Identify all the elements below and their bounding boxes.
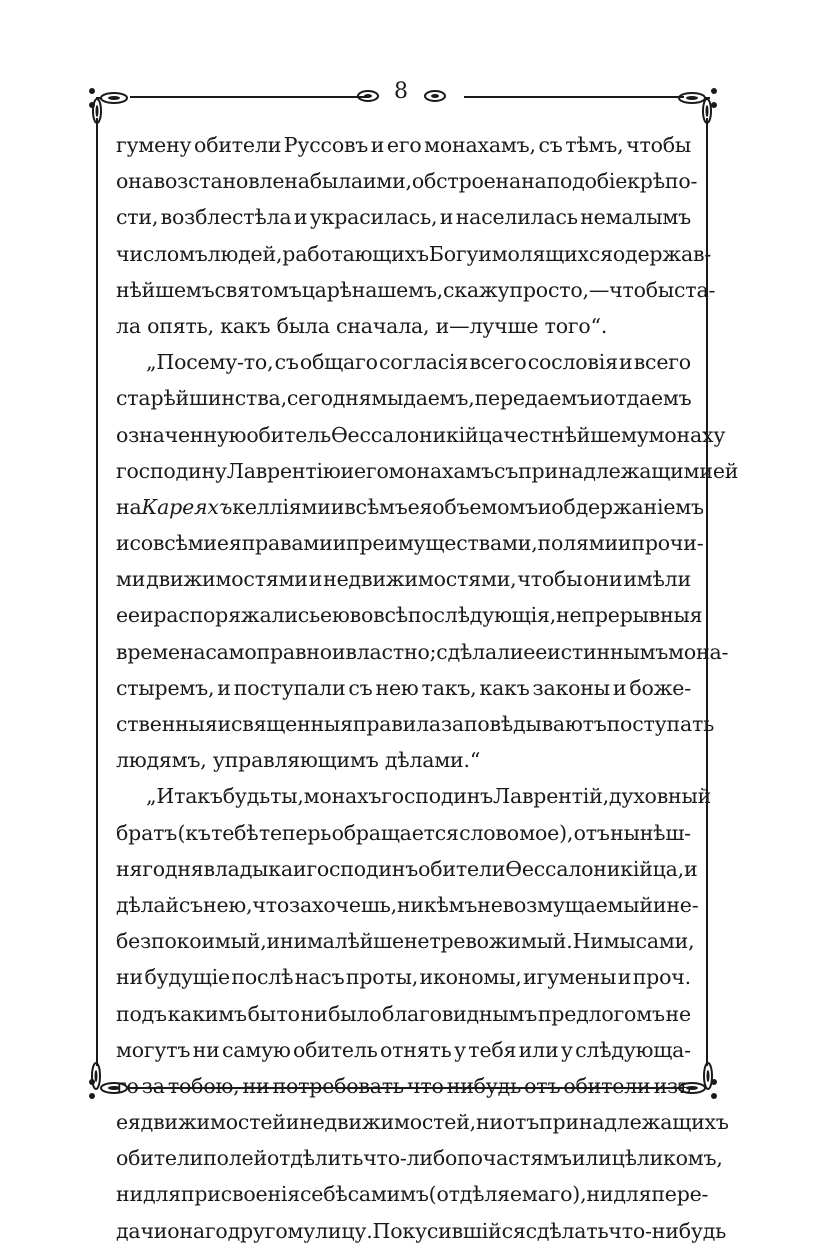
text-line: няго дня владыка и господинъ обители Ѳессалоникійца, и bbox=[116, 856, 698, 881]
text-line: безпокоимый, и ни малѣйше нетревожимый. Ни мы сами, bbox=[116, 929, 695, 954]
text-line: го за тобою, ни потребовать что нибудь отъ обители изъ bbox=[116, 1073, 691, 1098]
body-text bbox=[116, 127, 739, 1249]
top-center-left-ornament-icon bbox=[355, 87, 381, 105]
text-line: гумену обители Руссовъ и его монахамъ, съ тѣмъ, чтобы bbox=[116, 133, 691, 157]
text-line: людямъ, управляющимъ дѣлами.“ bbox=[116, 748, 481, 773]
text-line: братъ (къ тебѣ теперь обращается слово мое), отъ нынѣш- bbox=[116, 820, 691, 845]
text-line: господину Лаврентію и его монахамъ съ принадлежащими ей bbox=[116, 458, 739, 483]
text-line: подъ какимъ бы то ни было благовиднымъ предлогомъ не bbox=[116, 1001, 691, 1026]
text-line: обители полей отдѣлить что-либо по частямъ или цѣликомъ, bbox=[116, 1146, 723, 1171]
text-line: ее и распоряжались ею во всѣ послѣдующія ,непрерывныя bbox=[116, 603, 703, 628]
text-line: ственныя и священныя правила заповѣдываютъ поступать bbox=[116, 712, 715, 736]
text-line: нѣйшемъ святомъ царѣ нашемъ, скажу просто,—чтобы ста- bbox=[116, 277, 716, 302]
top-rule-left bbox=[130, 96, 368, 98]
top-center-right-ornament-icon bbox=[422, 87, 448, 105]
left-rule bbox=[96, 118, 98, 1066]
text-line: на Кареяхъ келліями и всѣмъ ея объемомъ и обдержаніемъ bbox=[116, 494, 704, 519]
text-line: ни для присвоенія себѣ самимъ (отдѣляемаго), ни для пере- bbox=[116, 1182, 709, 1207]
text-line: ла опять, какъ была сначала, и—лучше того“. bbox=[116, 313, 608, 338]
text-line: времена самоправно и властно; сдѣлали ее истиннымъ мона- bbox=[116, 639, 729, 664]
text-line: ни будущіе послѣ насъ проты, икономы, игумены и проч. bbox=[116, 965, 691, 990]
text-line: могутъ ни самую обитель отнять у тебя или у слѣдующа- bbox=[116, 1037, 691, 1062]
text-line: дѣлай съ нею, что захочешь, никѣмъ невозмущаемый и не- bbox=[116, 892, 699, 917]
top-left-vertical-ornament-icon bbox=[88, 96, 106, 126]
text-line: ми движимостями и недвижимостями, чтобы они имѣли bbox=[116, 567, 691, 592]
text-line: стыремъ, и поступали съ нею такъ, какъ законы и боже- bbox=[116, 675, 691, 700]
text-line: сти, возблестѣла и украсилась, и населилась немалымъ bbox=[116, 205, 691, 230]
text-line: „Посему-то, съ общаго согласія всего сословія и всего bbox=[146, 350, 691, 375]
text-line: означенную обитель Ѳессалоникійца честнѣйшему монаху bbox=[116, 422, 726, 447]
text-line: „Итакъ будь ты, монахъ господинъ Лаврентій, духовный bbox=[146, 784, 712, 809]
page-number: 8 bbox=[394, 79, 408, 104]
text-line: ея движимостей и недвижимостей, ни отъ принадлежащихъ bbox=[116, 1110, 729, 1135]
text-line: и со всѣми ея правами и преимуществами, полями и прочи- bbox=[116, 531, 704, 556]
top-rule-right bbox=[464, 96, 684, 98]
text-line: старѣйшинства, сегодня мы даемъ, передаемъ и отдаемъ bbox=[116, 386, 692, 411]
text-line: числомъ людей, работающихъ Богу и молящихся о держав- bbox=[116, 241, 712, 266]
text-line: она возстановлена была ими, обстроена на подобіе крѣпо- bbox=[116, 169, 698, 194]
text-line: дачи онаго другому лицу. Покусившійся сдѣлать что-нибудь bbox=[116, 1218, 727, 1243]
top-right-vertical-ornament-icon bbox=[698, 96, 716, 126]
